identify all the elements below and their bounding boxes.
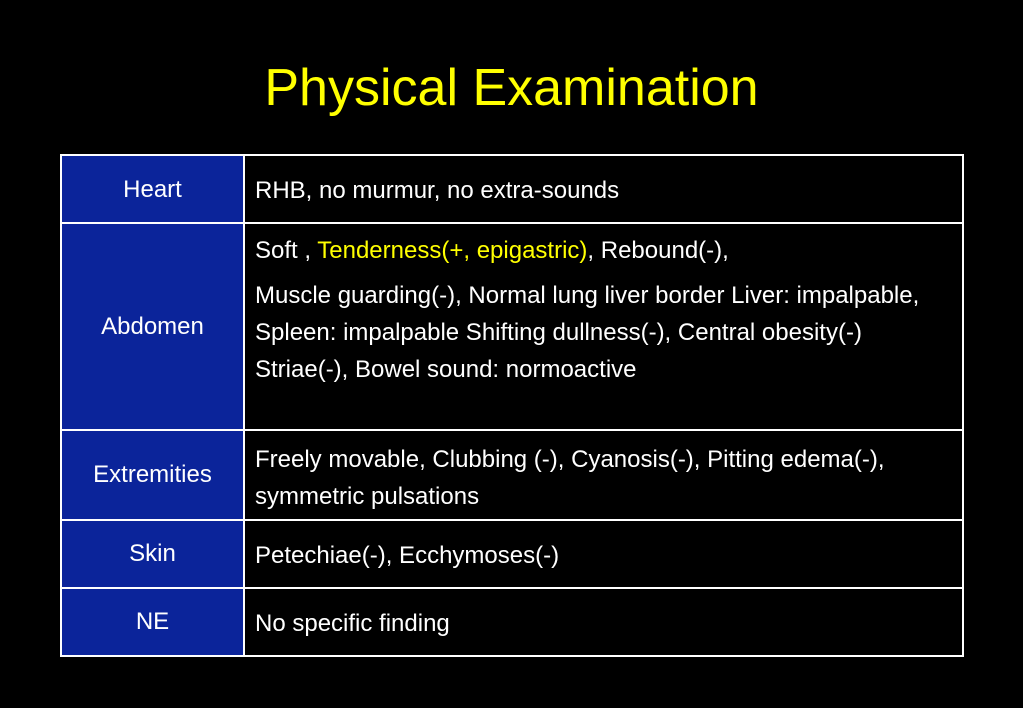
abdomen-value-rest: Muscle guarding(-), Normal lung liver border Liver: impalpable, Spleen: impalpable Shifting dullness(-), Central obesity(-) Striae(-), Bowel sound: normoactive bbox=[255, 282, 920, 384]
row-label-abdomen: Abdomen bbox=[61, 223, 244, 429]
table-row-extremities bbox=[61, 430, 963, 520]
physical-exam-table bbox=[60, 154, 964, 657]
abdomen-value-prefix: Soft , bbox=[255, 237, 318, 265]
row-value-extremities: Freely movable, Clubbing (-), Cyanosis(-), Pitting edema(-), symmetric pulsations bbox=[244, 430, 963, 520]
row-value-skin: Petechiae(-), Ecchymoses(-) bbox=[244, 520, 963, 588]
table-row-abdomen bbox=[61, 223, 963, 429]
row-label-extremities: Extremities bbox=[61, 430, 244, 520]
row-label-skin: Skin bbox=[61, 520, 244, 588]
abdomen-tenderness-highlight: Tenderness(+, epigastric) bbox=[317, 237, 588, 265]
row-label-heart: Heart bbox=[61, 155, 244, 223]
row-value-ne: No specific finding bbox=[244, 588, 963, 656]
row-value-abdomen bbox=[244, 223, 963, 429]
row-label-ne: NE bbox=[61, 588, 244, 656]
table-row-skin bbox=[61, 520, 963, 588]
abdomen-value-suffix: , Rebound(-), bbox=[587, 237, 729, 265]
table-row-heart bbox=[61, 155, 963, 223]
table-row-ne bbox=[61, 588, 963, 656]
row-value-heart: RHB, no murmur, no extra-sounds bbox=[244, 155, 963, 223]
page-title: Physical Examination bbox=[264, 59, 759, 117]
